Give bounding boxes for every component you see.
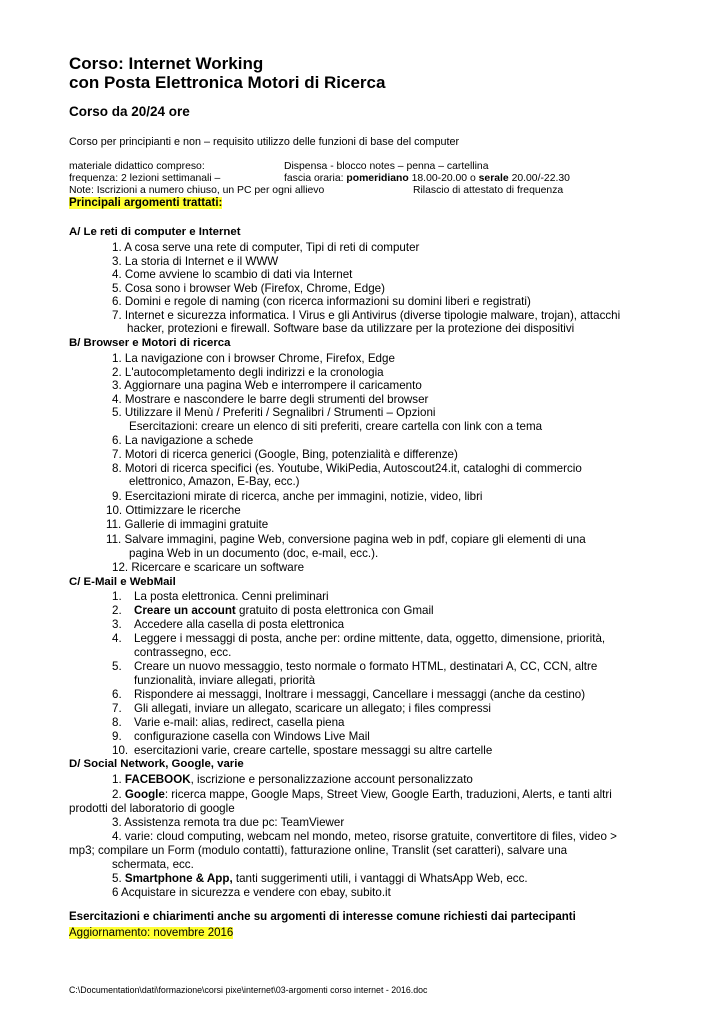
fascia-end: 20.00/-22.30 xyxy=(508,173,570,184)
list-item-continued: elettronico, Amazon, E-Bay, ecc.) xyxy=(129,475,300,488)
list-item: 1. A cosa serve una rete di computer, Tipi di reti di computer xyxy=(112,241,420,254)
materiale-value: Dispensa - blocco notes – penna – cartellina xyxy=(284,161,489,172)
list-item: 4. Mostrare e nascondere le barre degli strumenti del browser xyxy=(112,393,429,406)
list-item: 10. Ottimizzare le ricerche xyxy=(106,504,241,517)
list-item: configurazione casella con Windows Live Mail xyxy=(134,730,370,743)
list-item: Rispondere ai messaggi, Inoltrare i messaggi, Cancellare i messaggi (anche da cestino) xyxy=(134,688,586,701)
list-number: 2. xyxy=(112,604,122,617)
list-item: Varie e-mail: alias, redirect, casella piena xyxy=(134,716,345,729)
list-number: 4. xyxy=(112,632,122,645)
list-item-continued: pagina Web in un documento (doc, e-mail, ecc.). xyxy=(129,547,379,560)
argomenti-highlight: Principali argomenti trattati: xyxy=(69,197,223,209)
title-line-1: Corso: Internet Working xyxy=(69,54,264,73)
course-intro: Corso per principianti e non – requisito utilizzo delle funzioni di base del computer xyxy=(69,136,460,148)
fascia-mid: 18.00-20.00 o xyxy=(408,173,479,184)
list-item: 4. Come avviene lo scambio di dati via Internet xyxy=(112,268,353,281)
list-item xyxy=(112,773,473,786)
file-path: C:\Documentation\dati\formazione\corsi pixe\internet\03-argomenti corso internet - 2016.doc xyxy=(69,985,428,995)
section-b-heading: B/ Browser e Motori di ricerca xyxy=(69,337,231,349)
list-item: 7. Internet e sicurezza informatica. I Virus e gli Antivirus (diverse tipologie malware, trojan), attacchi xyxy=(112,309,621,322)
list-item: esercitazioni varie, creare cartelle, spostare messaggi su altre cartelle xyxy=(134,744,493,757)
list-item: La posta elettronica. Cenni preliminari xyxy=(134,590,329,603)
fascia-serale: serale xyxy=(478,173,509,184)
list-number: 10. xyxy=(112,744,129,757)
list-item-continued: contrassegno, ecc. xyxy=(134,646,232,659)
list-item-bold: Smartphone & App, xyxy=(124,872,233,885)
list-item: 2. L'autocompletamento degli indirizzi e la cronologia xyxy=(112,366,384,379)
list-number: 1. xyxy=(112,590,122,603)
list-item-continued: prodotti del laboratorio di google xyxy=(69,802,235,815)
section-d-heading: D/ Social Network, Google, varie xyxy=(69,758,244,770)
list-item: Accedere alla casella di posta elettronica xyxy=(134,618,345,631)
materiale-label: materiale didattico compreso: xyxy=(69,161,205,172)
list-item xyxy=(134,604,434,617)
list-item: 7. Motori di ricerca generici (Google, Bing, potenzialità e differenze) xyxy=(112,448,458,461)
list-item: 6 Acquistare in sicurezza e vendere con ebay, subito.it xyxy=(112,886,391,899)
note-iscrizioni: Note: Iscrizioni a numero chiuso, un PC per ogni allievo xyxy=(69,185,325,196)
list-item xyxy=(112,872,528,885)
list-item-continued: schermata, ecc. xyxy=(112,858,194,871)
attestato: Rilascio di attestato di frequenza xyxy=(413,185,564,196)
list-item: 3. Aggiornare una pagina Web e interrompere il caricamento xyxy=(112,379,422,392)
list-item: Creare un nuovo messaggio, testo normale o formato HTML, destinatari A, CC, CCN, altre xyxy=(134,660,598,673)
list-item: 3. Assistenza remota tra due pc: TeamViewer xyxy=(112,816,345,829)
list-number: 8. xyxy=(112,716,122,729)
list-item-bold: Creare un account xyxy=(134,604,236,617)
section-c-heading: C/ E-Mail e WebMail xyxy=(69,576,176,588)
list-item: 5. Utilizzare il Menù / Preferiti / Segnalibri / Strumenti – Opzioni xyxy=(112,406,436,419)
list-item: 9. Esercitazioni mirate di ricerca, anche per immagini, notizie, video, libri xyxy=(112,490,483,503)
frequenza-label: frequenza: 2 lezioni settimanali – xyxy=(69,173,221,184)
list-item: Gli allegati, inviare un allegato, scaricare un allegato; i files compressi xyxy=(134,702,492,715)
list-item xyxy=(112,788,612,801)
list-item-bold: FACEBOOK xyxy=(124,773,191,786)
list-item-continued: Esercitazioni: creare un elenco di siti preferiti, creare cartella con link con a tema xyxy=(129,420,543,433)
list-number: 3. xyxy=(112,618,122,631)
list-number: 5. xyxy=(112,872,125,885)
list-number: 7. xyxy=(112,702,122,715)
list-number: 5. xyxy=(112,660,122,673)
update-date xyxy=(69,927,233,939)
list-item: 4. varie: cloud computing, webcam nel mondo, meteo, risorse gratuite, convertitore di files, video > xyxy=(112,830,617,843)
list-item-continued: mp3; compilare un Form (modulo contatti), fatturazione online, Translit (set caratteri), salvare una xyxy=(69,844,568,857)
fascia-oraria xyxy=(284,173,570,185)
list-item-rest: tanti suggerimenti utili, i vantaggi di WhatsApp Web, ecc. xyxy=(232,872,528,885)
list-item: 12. Ricercare e scaricare un software xyxy=(112,561,305,574)
list-item: 11. Gallerie di immagini gratuite xyxy=(106,518,269,531)
argomenti-heading xyxy=(69,197,222,209)
list-item-rest: , iscrizione e personalizzazione account personalizzato xyxy=(190,773,473,786)
list-item: Leggere i messaggi di posta, anche per: ordine mittente, data, oggetto, dimensione, priorità, xyxy=(134,632,606,645)
list-item-rest: : ricerca mappe, Google Maps, Street View, Google Earth, traduzioni, Alerts, e tanti altri xyxy=(164,788,612,801)
list-item: 6. Domini e regole di naming (con ricerca informazioni su domini liberi e registrati) xyxy=(112,295,531,308)
list-item-bold: Google xyxy=(124,788,165,801)
fascia-pomeridiano: pomeridiano xyxy=(346,173,409,184)
list-number: 1. xyxy=(112,773,125,786)
fascia-prefix: fascia oraria: xyxy=(284,173,347,184)
list-item: 5. Cosa sono i browser Web (Firefox, Chrome, Edge) xyxy=(112,282,385,295)
list-item: 8. Motori di ricerca specifici (es. Youtube, WikiPedia, Autoscout24.it, cataloghi di commercio xyxy=(112,462,582,475)
section-a-heading: A/ Le reti di computer e Internet xyxy=(69,226,241,238)
list-item-rest: gratuito di posta elettronica con Gmail xyxy=(235,604,434,617)
list-item: 3. La storia di Internet e il WWW xyxy=(112,255,279,268)
list-item: 6. La navigazione a schede xyxy=(112,434,254,447)
list-number: 9. xyxy=(112,730,122,743)
list-number: 6. xyxy=(112,688,122,701)
list-item-continued: hacker, protezioni e firewall. Software base da utilizzare per la protezione dei dispositivi xyxy=(127,322,575,335)
update-highlight: Aggiornamento: novembre 2016 xyxy=(69,927,234,939)
list-number: 2. xyxy=(112,788,125,801)
course-duration: Corso da 20/24 ore xyxy=(69,104,190,119)
list-item-continued: funzionalità, inviare allegati, priorità xyxy=(134,674,316,687)
esercitazioni-note: Esercitazioni e chiarimenti anche su argomenti di interesse comune richiesti dai partecipanti xyxy=(69,911,576,923)
list-item: 1. La navigazione con i browser Chrome, Firefox, Edge xyxy=(112,352,395,365)
title-line-2: con Posta Elettronica Motori di Ricerca xyxy=(69,73,386,92)
list-item: 11. Salvare immagini, pagine Web, conversione pagina web in pdf, copiare gli elementi di una xyxy=(106,533,586,546)
